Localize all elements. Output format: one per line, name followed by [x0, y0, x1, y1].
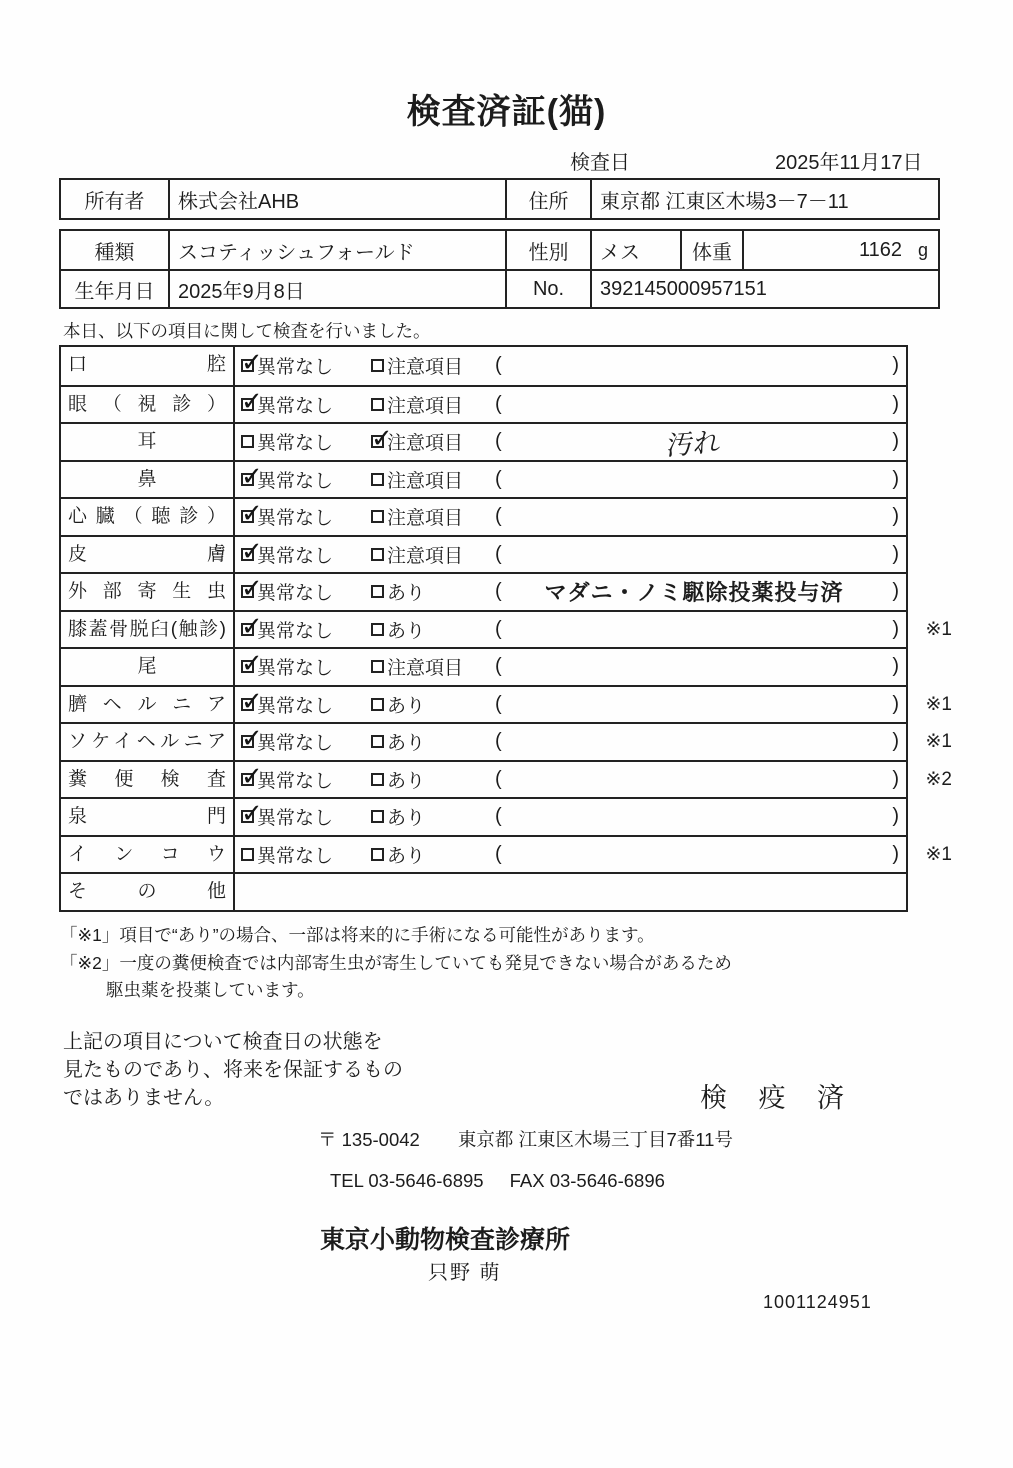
comment-text	[510, 499, 878, 535]
footnote-2-continued: 駆虫薬を投薬しています。	[106, 980, 315, 1000]
checkbox-caution	[371, 837, 425, 873]
footnote-1: 「※1」項目で“あり”の場合、一部は将来的に手術になる可能性があります。	[60, 925, 655, 945]
checklist-item-content	[235, 610, 952, 648]
comment-paren-open: (	[495, 842, 502, 865]
comment-text	[510, 462, 878, 498]
checkbox-caution-label: あり	[387, 770, 426, 792]
checkmark-icon: ✓	[241, 723, 263, 754]
inspection-date-value: 2025年11月17日	[775, 152, 923, 174]
checklist-row	[61, 647, 906, 685]
checkbox-caution-label: あり	[387, 845, 426, 867]
checkbox-icon	[371, 735, 384, 748]
owner-address-label: 住所	[507, 180, 592, 218]
checkbox-icon	[241, 798, 263, 829]
comment-paren-open: (	[495, 617, 502, 640]
comment-text	[510, 687, 878, 723]
microchip-no-label: No.	[507, 271, 592, 307]
checkbox-no-abnormality	[241, 687, 333, 723]
comment-text	[510, 612, 878, 648]
checkbox-icon	[241, 535, 263, 566]
checkbox-icon	[241, 685, 263, 716]
comment-paren-close: )	[892, 542, 899, 565]
checkbox-icon	[241, 610, 263, 641]
checkbox-no-abnormality-label: 異常なし	[257, 770, 334, 792]
checkbox-icon	[241, 648, 263, 679]
checkbox-no-abnormality-label: 異常なし	[257, 395, 334, 417]
microchip-no-value: 392145000957151	[600, 277, 767, 300]
checklist-item-label: 口腔	[61, 347, 235, 385]
checkbox-icon	[371, 510, 384, 523]
checklist-row	[61, 835, 952, 873]
checklist-item-label: 泉門	[61, 799, 235, 835]
checklist-item-content	[235, 874, 906, 910]
checkbox-caution	[371, 724, 425, 760]
checkbox-icon	[241, 848, 254, 861]
footnote-ref: ※1	[925, 693, 952, 715]
animal-info-row-1	[61, 231, 938, 269]
checkbox-no-abnormality	[241, 649, 333, 685]
checkbox-no-abnormality	[241, 762, 333, 798]
clinic-address: 東京都 江東区木場三丁目7番11号	[457, 1129, 733, 1150]
comment-paren-open: (	[495, 392, 502, 415]
checkmark-icon: ✓	[241, 648, 263, 679]
checkbox-caution	[371, 424, 463, 460]
checkbox-no-abnormality	[241, 799, 333, 835]
checklist-item-content	[235, 760, 952, 798]
checklist-row	[61, 760, 952, 798]
checkmark-icon: ✓	[241, 460, 263, 491]
checkbox-caution-label: あり	[387, 583, 426, 605]
checkbox-no-abnormality	[241, 724, 333, 760]
footnote-ref: ※1	[925, 843, 952, 865]
breed-value: スコティッシュフォールド	[170, 231, 507, 269]
checkbox-no-abnormality-label: 異常なし	[257, 545, 334, 567]
comment-paren-open: (	[495, 805, 502, 828]
checkbox-icon	[241, 723, 263, 754]
weight-value: 1162	[858, 238, 902, 261]
checkmark-icon: ✓	[241, 685, 263, 716]
checkbox-icon	[371, 698, 384, 711]
comment-paren-open: (	[495, 692, 502, 715]
checklist-item-label: 尾	[61, 649, 235, 685]
disclaimer-line-3: ではありません。	[63, 1087, 225, 1109]
checklist-row	[61, 722, 952, 760]
checkmark-icon: ✓	[371, 423, 393, 454]
checklist-row	[61, 460, 906, 498]
checkbox-no-abnormality	[241, 837, 333, 873]
footnote-ref: ※2	[925, 768, 952, 790]
footnote-2: 「※2」一度の糞便検査では内部寄生虫が寄生していても発見できない場合があるため	[60, 952, 732, 973]
clinic-name: 東京小動物検査診療所	[320, 1226, 571, 1254]
checkbox-no-abnormality	[241, 574, 333, 610]
checkbox-icon	[371, 423, 393, 454]
comment-paren-close: )	[892, 767, 899, 790]
comment-text	[510, 347, 878, 385]
owner-address-value: 東京都 江東区木場3－7－11	[600, 190, 849, 213]
comment-paren-open: (	[495, 580, 502, 603]
checkbox-caution-label: 注意項目	[387, 357, 464, 379]
checklist-item-label: 鼻	[61, 462, 235, 498]
checkbox-caution	[371, 799, 425, 835]
checklist-row	[61, 385, 906, 423]
disclaimer-line-1: 上記の項目について検査日の状態を	[63, 1031, 383, 1053]
comment-paren-close: )	[892, 730, 899, 753]
checkmark-icon: ✓	[241, 798, 263, 829]
checkbox-icon	[371, 773, 384, 786]
checkbox-no-abnormality	[241, 537, 333, 573]
checklist-item-content	[235, 574, 906, 610]
checkmark-icon: ✓	[241, 535, 263, 566]
checklist-item-label: その他	[61, 874, 235, 910]
comment-text	[510, 762, 878, 798]
checklist-row	[61, 347, 906, 385]
checkbox-icon	[241, 573, 263, 604]
owner-row	[61, 180, 938, 218]
checkbox-no-abnormality-label: 異常なし	[257, 508, 334, 530]
sex-value: メス	[592, 231, 682, 269]
checkbox-caution-label: あり	[387, 733, 426, 755]
checkbox-no-abnormality-label: 異常なし	[257, 845, 334, 867]
owner-label: 所有者	[61, 180, 170, 218]
checkbox-no-abnormality-label: 異常なし	[257, 695, 334, 717]
checkbox-icon	[371, 585, 384, 598]
checkmark-icon: ✓	[241, 760, 263, 791]
checkbox-caution	[371, 762, 425, 798]
checkbox-caution-label: 注意項目	[387, 470, 464, 492]
checkbox-no-abnormality-label: 異常なし	[257, 808, 334, 830]
checklist-item-label: 皮膚	[61, 537, 235, 573]
checklist-row	[61, 535, 906, 573]
footnote-ref: ※1	[925, 618, 952, 640]
checklist-item-label: 外部寄生虫	[61, 574, 235, 610]
comment-paren-open: (	[495, 767, 502, 790]
checkbox-caution	[371, 387, 463, 423]
comment-paren-open: (	[495, 430, 502, 453]
checklist-item-content	[235, 499, 906, 535]
comment-paren-close: )	[892, 692, 899, 715]
comment-text	[510, 837, 878, 873]
checkbox-icon	[371, 473, 384, 486]
checkmark-icon: ✓	[241, 498, 263, 529]
checkbox-icon	[371, 810, 384, 823]
comment-paren-close: )	[892, 505, 899, 528]
comment-paren-open: (	[495, 467, 502, 490]
checkmark-icon: ✓	[241, 385, 263, 416]
comment-paren-close: )	[892, 392, 899, 415]
checklist-row	[61, 685, 952, 723]
clinic-tel: TEL 03-5646-6895	[330, 1170, 484, 1191]
comment-paren-close: )	[892, 842, 899, 865]
checkbox-caution-label: あり	[387, 695, 426, 717]
footnote-ref: ※1	[925, 731, 952, 753]
comment-text: 汚れ	[665, 427, 723, 462]
comment-paren-open: (	[495, 354, 502, 377]
intro-text: 本日、以下の項目に関して検査を行いました。	[63, 321, 431, 341]
checkbox-icon	[371, 548, 384, 561]
checklist-item-label: 耳	[61, 424, 235, 460]
checklist-row	[61, 610, 952, 648]
checkbox-caution	[371, 462, 463, 498]
checklist-item-label: 眼（視診）	[61, 387, 235, 423]
checklist-row	[61, 497, 906, 535]
checklist-item-label: 膝蓋骨脱臼(触診)	[61, 612, 235, 648]
page-title: 検査済証(猫)	[406, 93, 607, 131]
checklist-item-content	[235, 723, 952, 760]
checkbox-icon	[371, 398, 384, 411]
checkbox-caution-label: あり	[387, 808, 426, 830]
comment-text	[510, 537, 878, 573]
comment-paren-open: (	[495, 505, 502, 528]
footnotes	[60, 922, 940, 1005]
checkbox-icon	[241, 435, 254, 448]
comment-text	[510, 799, 878, 835]
checkbox-caution	[371, 687, 425, 723]
birthdate-label: 生年月日	[61, 271, 170, 307]
checkbox-no-abnormality	[241, 424, 333, 460]
inspection-date-label: 検査日	[570, 152, 630, 174]
comment-paren-open: (	[495, 730, 502, 753]
checklist-row	[61, 872, 906, 910]
checkmark-icon: ✓	[241, 610, 263, 641]
checkbox-no-abnormality-label: 異常なし	[257, 658, 334, 680]
comment-paren-open: (	[495, 542, 502, 565]
checkmark-icon: ✓	[241, 347, 263, 378]
comment-paren-close: )	[892, 655, 899, 678]
comment-text	[510, 649, 878, 685]
checklist-item-content	[235, 649, 906, 685]
checkbox-caution	[371, 612, 425, 648]
owner-table	[59, 178, 940, 220]
sex-label: 性別	[507, 231, 592, 269]
checkbox-caution-label: 注意項目	[387, 508, 464, 530]
disclaimer-line-2: 見たものであり、将来を保証するもの	[63, 1059, 403, 1081]
comment-text	[510, 724, 878, 760]
birthdate-value: 2025年9月8日	[170, 271, 507, 307]
checklist-item-content	[235, 685, 952, 723]
animal-info-table	[59, 229, 940, 309]
owner-value: 株式会社AHB	[170, 180, 507, 218]
checkbox-caution-label: 注意項目	[387, 395, 464, 417]
checkbox-icon	[241, 760, 263, 791]
clinic-postal-code: 〒 135-0042	[318, 1129, 420, 1150]
checkbox-icon	[371, 848, 384, 861]
checkbox-no-abnormality-label: 異常なし	[257, 357, 334, 379]
checklist-item-label: インコウ	[61, 837, 235, 873]
checklist-item-label: ソケイヘルニア	[61, 724, 235, 760]
clinic-address-line	[318, 1126, 733, 1152]
checkbox-caution	[371, 499, 463, 535]
checklist-table	[59, 345, 952, 912]
checklist-row	[61, 572, 906, 610]
checkmark-icon: ✓	[241, 573, 263, 604]
breed-label: 種類	[61, 231, 170, 269]
checkbox-caution	[371, 649, 463, 685]
checkbox-icon	[241, 498, 263, 529]
checklist-item-label: 心臓（聴診）	[61, 499, 235, 535]
checkbox-no-abnormality	[241, 462, 333, 498]
disclaimer-text	[63, 1028, 403, 1112]
comment-paren-close: )	[892, 467, 899, 490]
checkbox-no-abnormality-label: 異常なし	[257, 583, 334, 605]
checklist-item-content	[235, 837, 952, 873]
checkbox-icon	[371, 623, 384, 636]
checkbox-no-abnormality	[241, 612, 333, 648]
checkbox-icon	[241, 460, 263, 491]
weight-cell	[744, 231, 938, 269]
checklist-row	[61, 422, 906, 460]
checkbox-no-abnormality	[241, 499, 333, 535]
checklist-item-content	[235, 799, 906, 835]
checkbox-icon	[241, 347, 263, 378]
quarantine-stamp: 検 疫 済	[700, 1083, 857, 1113]
checkbox-caution-label: 注意項目	[387, 545, 464, 567]
checkbox-icon	[371, 660, 384, 673]
comment-paren-close: )	[892, 354, 899, 377]
checkbox-caution-label: 注意項目	[387, 658, 464, 680]
weight-label: 体重	[682, 231, 744, 269]
checkbox-caution	[371, 537, 463, 573]
checklist-item-content	[235, 424, 906, 460]
comment-paren-close: )	[892, 617, 899, 640]
animal-info-row-2	[61, 269, 938, 307]
checkbox-no-abnormality-label: 異常なし	[257, 433, 334, 455]
comment-paren-close: )	[892, 430, 899, 453]
clinic-contact-line	[330, 1170, 665, 1192]
checkbox-no-abnormality-label: 異常なし	[257, 470, 334, 492]
comment-paren-close: )	[892, 805, 899, 828]
checklist-item-content	[235, 462, 906, 498]
checklist-item-label: 糞便検査	[61, 762, 235, 798]
checkbox-caution-label: あり	[387, 620, 426, 642]
examiner-name: 只野 萌	[428, 1262, 502, 1284]
checklist-item-label: 臍ヘルニア	[61, 687, 235, 723]
checklist-item-content	[235, 537, 906, 573]
checkbox-caution	[371, 347, 463, 385]
checkbox-icon	[241, 385, 263, 416]
checkbox-no-abnormality	[241, 347, 333, 385]
checkbox-icon	[371, 359, 384, 372]
checkbox-caution-label: 注意項目	[387, 433, 464, 455]
comment-paren-open: (	[495, 655, 502, 678]
weight-unit: g	[917, 239, 928, 260]
clinic-fax: FAX 03-5646-6896	[509, 1170, 665, 1191]
checklist-item-content	[235, 347, 906, 385]
checkbox-no-abnormality-label: 異常なし	[257, 733, 334, 755]
checkbox-no-abnormality-label: 異常なし	[257, 620, 334, 642]
serial-number: 1001124951	[763, 1292, 872, 1312]
checkbox-no-abnormality	[241, 387, 333, 423]
checkbox-caution	[371, 574, 425, 610]
comment-text: マダニ・ノミ駆除投薬投与済	[544, 580, 844, 606]
comment-paren-close: )	[892, 580, 899, 603]
checklist-row	[61, 797, 906, 835]
